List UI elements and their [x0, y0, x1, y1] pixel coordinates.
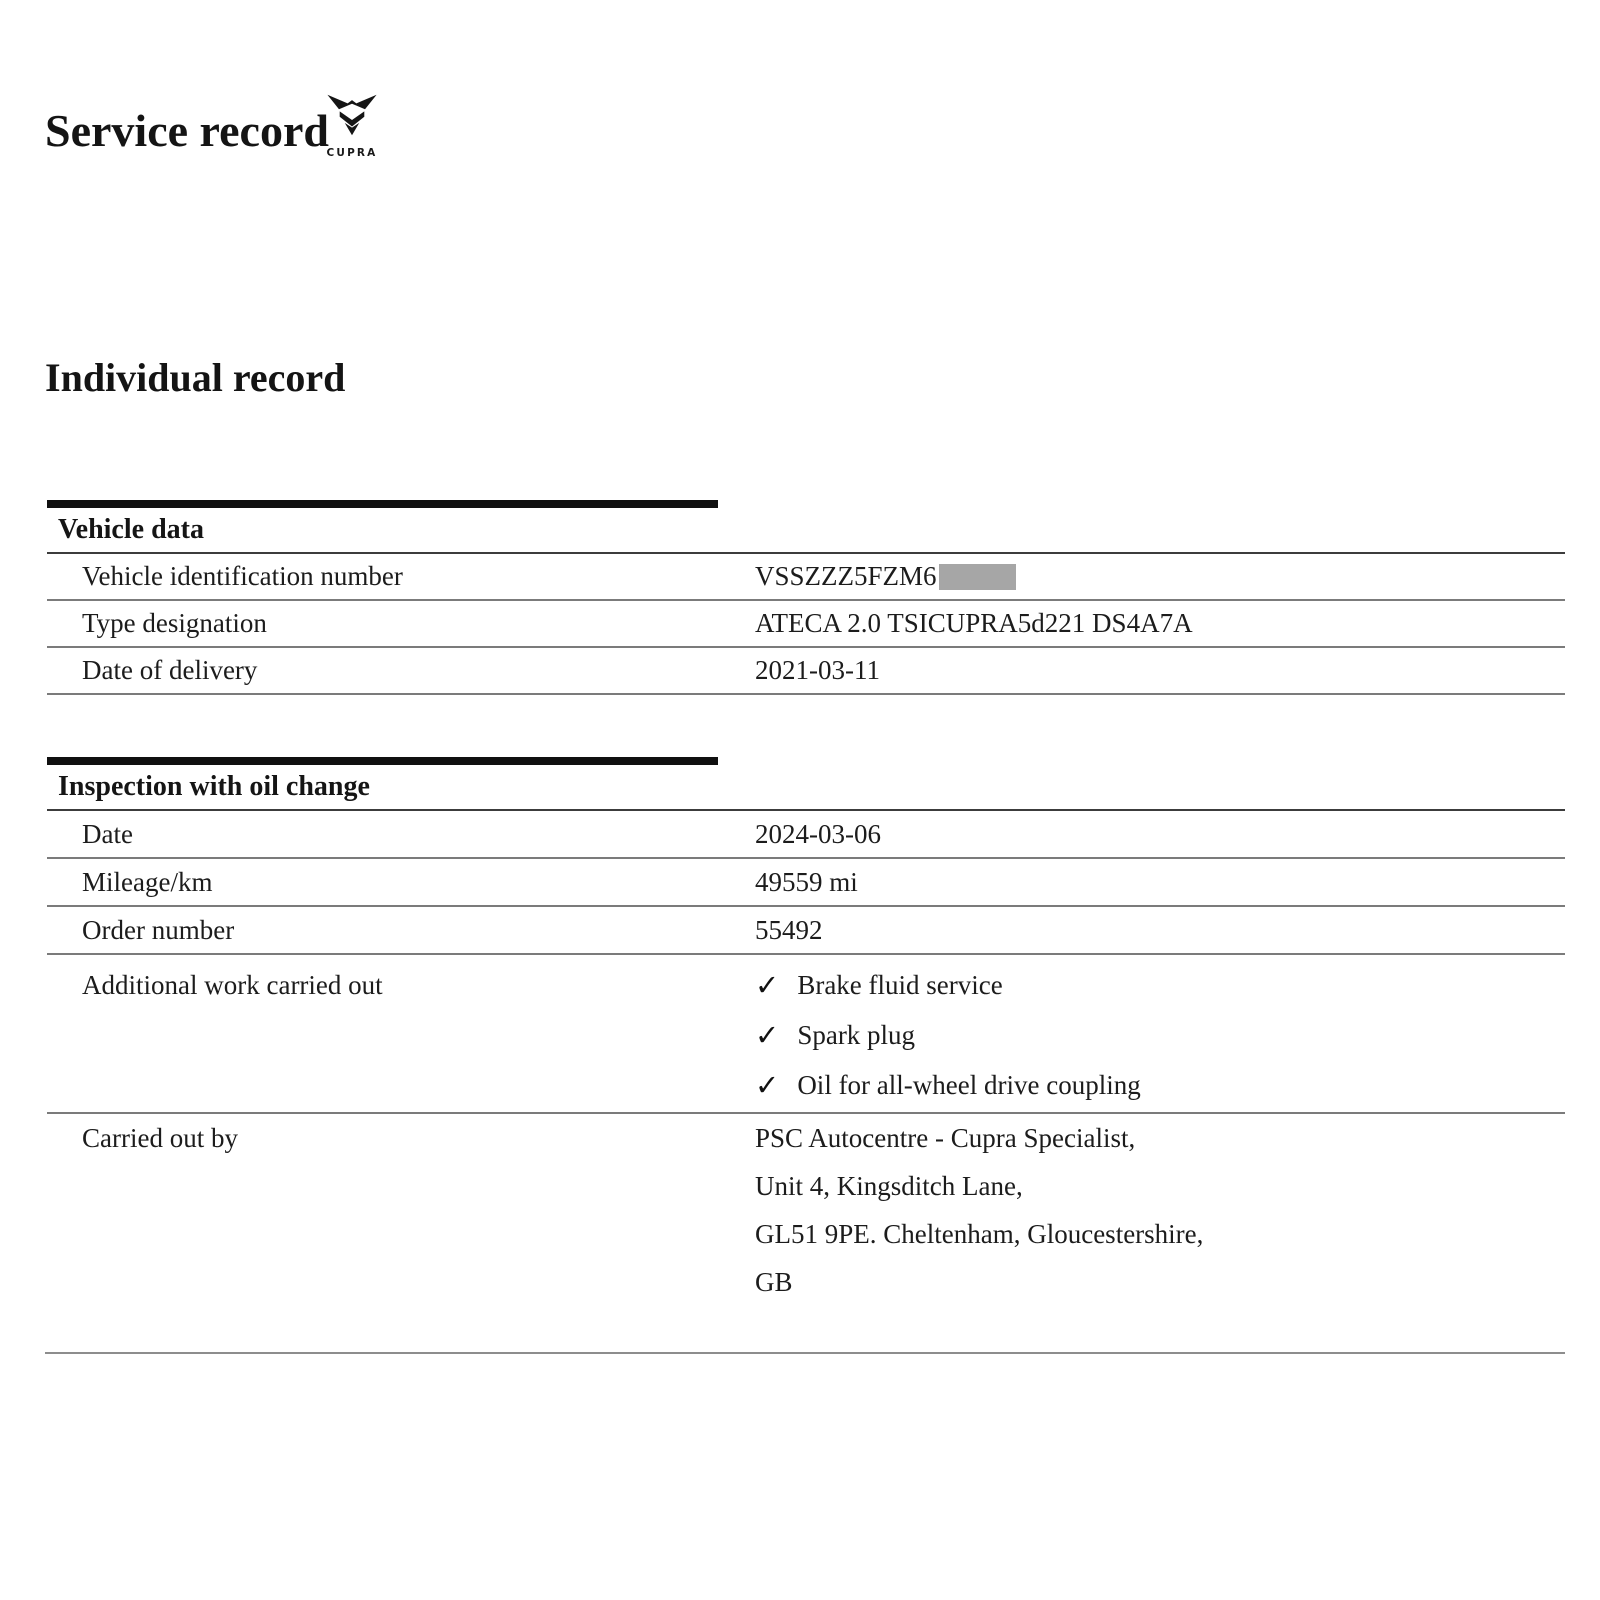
row-label: Type designation — [82, 608, 267, 638]
bottom-rule — [45, 1352, 1565, 1354]
work-item — [755, 1060, 1565, 1110]
page-title: Service record — [45, 105, 329, 156]
table-row — [47, 859, 1565, 907]
table-row — [47, 955, 1565, 1114]
work-item-list — [755, 960, 1565, 1110]
work-item-label: Spark plug — [797, 1019, 916, 1050]
address-line: Unit 4, Kingsditch Lane, — [755, 1170, 1023, 1201]
row-value: 2021-03-11 — [755, 655, 880, 685]
inspection-section — [47, 757, 1565, 1306]
vehicle-data-heading: Vehicle data — [47, 508, 1565, 554]
row-value: ATECA 2.0 TSICUPRA5d221 DS4A7A — [755, 608, 1193, 638]
row-value — [755, 561, 1565, 592]
row-value: 49559 mi — [755, 866, 858, 897]
table-row — [47, 601, 1565, 648]
work-item — [755, 1010, 1565, 1060]
row-value: 55492 — [755, 914, 823, 945]
row-label: Date — [82, 818, 133, 849]
vehicle-data-section — [47, 500, 1565, 695]
vin-value: VSSZZZ5FZM6 — [755, 561, 937, 591]
record-heading: Individual record — [45, 355, 346, 400]
table-row — [47, 811, 1565, 859]
work-item-label: Brake fluid service — [797, 969, 1003, 1000]
address-line: PSC Autocentre - Cupra Specialist, — [755, 1122, 1136, 1153]
table-row — [47, 648, 1565, 695]
address-block — [755, 1114, 1565, 1306]
cupra-logo — [314, 94, 390, 162]
check-icon: ✓ — [755, 1017, 780, 1052]
row-label: Additional work carried out — [82, 970, 383, 1000]
work-item — [755, 960, 1565, 1010]
row-label: Carried out by — [82, 1123, 238, 1153]
row-value: 2024-03-06 — [755, 818, 881, 849]
table-row — [47, 1114, 1565, 1306]
row-label: Vehicle identification number — [82, 561, 403, 591]
table-row — [47, 554, 1565, 601]
row-label: Mileage/km — [82, 866, 213, 897]
row-label: Date of delivery — [82, 655, 258, 685]
address-line: GL51 9PE. Cheltenham, Gloucestershire, — [755, 1218, 1204, 1249]
inspection-heading: Inspection with oil change — [47, 765, 1565, 811]
check-icon: ✓ — [755, 967, 780, 1002]
redaction-box — [939, 564, 1016, 590]
row-label: Order number — [82, 914, 235, 945]
cupra-wordmark: CUPRA — [326, 147, 378, 160]
section-topbar — [47, 500, 718, 508]
cupra-emblem-icon — [314, 94, 390, 162]
check-icon: ✓ — [755, 1067, 780, 1102]
address-line: GB — [755, 1266, 793, 1297]
work-item-label: Oil for all-wheel drive coupling — [797, 1069, 1141, 1100]
section-topbar — [47, 757, 718, 765]
table-row — [47, 907, 1565, 955]
